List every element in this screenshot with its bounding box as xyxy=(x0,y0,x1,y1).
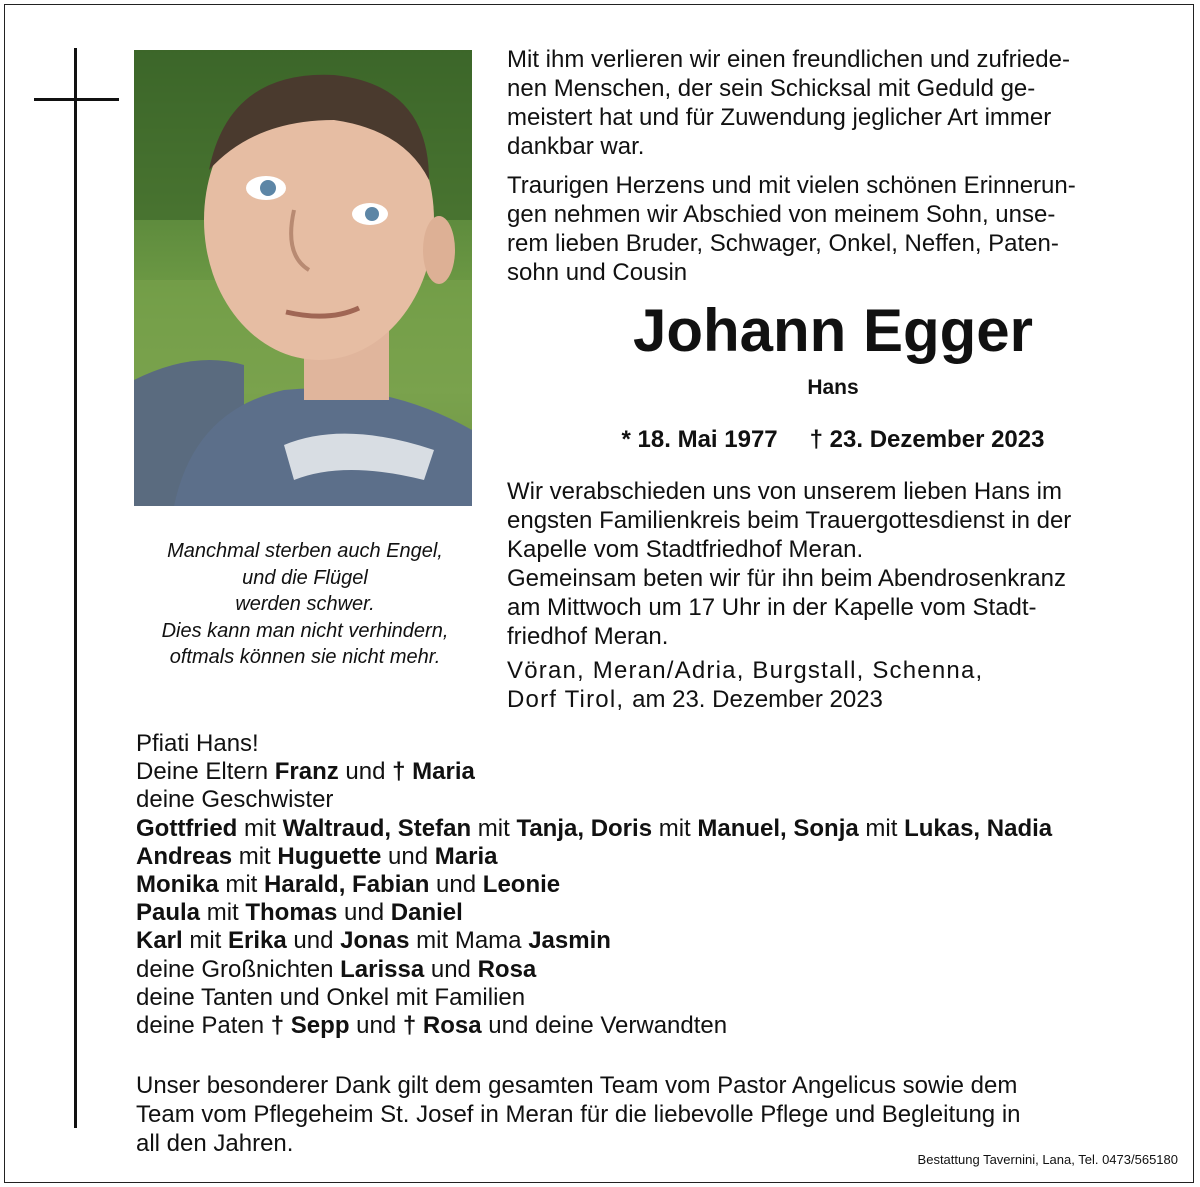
mourners-line: deine Geschwister xyxy=(136,786,334,814)
mourners-line: deine Paten † Sepp und † Rosa und deine Verwandten xyxy=(136,1012,728,1040)
portrait-illustration xyxy=(134,50,472,506)
text-line: rem lieben Bruder, Schwager, Onkel, Neffen, Paten- xyxy=(507,230,1059,257)
life-dates xyxy=(507,424,1159,456)
intro-paragraph xyxy=(507,45,1159,161)
text-line: dankbar war. xyxy=(507,133,645,160)
mourners-list xyxy=(136,730,1166,1040)
poem-line: und die Flügel xyxy=(242,566,368,589)
text-line: Wir verabschieden uns von unserem lieben Hans im xyxy=(507,478,1062,505)
mourners-line: Andreas mit Huguette und Maria xyxy=(136,842,498,870)
places-date-line xyxy=(507,685,1159,714)
text-line: all den Jahren. xyxy=(136,1130,294,1157)
poem-line: Dies kann man nicht verhindern, xyxy=(161,619,449,642)
portrait-photo xyxy=(134,50,472,506)
undertaker-credit: Bestattung Tavernini, Lana, Tel. 0473/565180 xyxy=(917,1152,1178,1167)
text-line: Team vom Pflegeheim St. Josef in Meran für die liebevolle Pflege und Begleitung in xyxy=(136,1101,1021,1128)
cross-icon-vertical xyxy=(74,48,77,1128)
mourners-line: Gottfried mit Waltraud, Stefan mit Tanja, Doris mit Manuel, Sonja mit Lukas, Nadia xyxy=(136,814,1053,842)
thanks-paragraph xyxy=(136,1071,1166,1158)
cross-icon-horizontal xyxy=(34,98,119,101)
text-line: Kapelle vom Stadtfriedhof Meran. xyxy=(507,536,864,563)
text-line: am Mittwoch um 17 Uhr in der Kapelle vom Stadt- xyxy=(507,594,1037,621)
birth-date: * 18. Mai 1977 xyxy=(621,426,778,453)
mourners-line: Monika mit Harald, Fabian und Leonie xyxy=(136,871,561,899)
mourners-line: deine Großnichten Larissa und Rosa xyxy=(136,955,537,983)
memorial-poem xyxy=(134,538,476,671)
text-line: engsten Familienkreis beim Trauergottesdienst in der xyxy=(507,507,1072,534)
text-line: meistert hat und für Zuwendung jeglicher Art immer xyxy=(507,104,1052,131)
greeting: Pfiati Hans! xyxy=(136,730,259,757)
text-line: Mit ihm verlieren wir einen freundlichen und zufriede- xyxy=(507,46,1070,73)
text-line: Unser besonderer Dank gilt dem gesamten Team vom Pastor Angelicus sowie dem xyxy=(136,1072,1018,1099)
places-line: Vöran, Meran/Adria, Burgstall, Schenna, xyxy=(507,657,984,684)
service-paragraph xyxy=(507,477,1159,651)
place-and-date xyxy=(507,656,1159,714)
deceased-name: Johann Egger xyxy=(632,297,1034,364)
farewell-paragraph xyxy=(507,171,1159,287)
text-line: friedhof Meran. xyxy=(507,623,669,650)
text-line: nen Menschen, der sein Schicksal mit Geduld ge- xyxy=(507,75,1036,102)
death-date: † 23. Dezember 2023 xyxy=(809,426,1045,453)
mourners-line: deine Tanten und Onkel mit Familien xyxy=(136,983,526,1011)
poem-line: Manchmal sterben auch Engel, xyxy=(167,540,443,562)
mourners-line: Paula mit Thomas und Daniel xyxy=(136,899,463,927)
text-line: Gemeinsam beten wir für ihn beim Abendrosenkranz xyxy=(507,565,1066,592)
places-line: Dorf Tirol, xyxy=(507,686,625,713)
text-line: sohn und Cousin xyxy=(507,259,688,286)
text-line: gen nehmen wir Abschied von meinem Sohn, unse- xyxy=(507,201,1056,228)
notice-date: am 23. Dezember 2023 xyxy=(632,686,883,713)
poem-line: werden schwer. xyxy=(235,593,375,615)
poem-line: oftmals können sie nicht mehr. xyxy=(169,646,441,668)
deceased-nickname: Hans xyxy=(807,376,859,399)
mourners-line: Deine Eltern Franz und † Maria xyxy=(136,758,475,786)
mourners-line: Karl mit Erika und Jonas mit Mama Jasmin xyxy=(136,927,611,955)
text-line: Traurigen Herzens und mit vielen schönen Erinnerun- xyxy=(507,172,1076,199)
